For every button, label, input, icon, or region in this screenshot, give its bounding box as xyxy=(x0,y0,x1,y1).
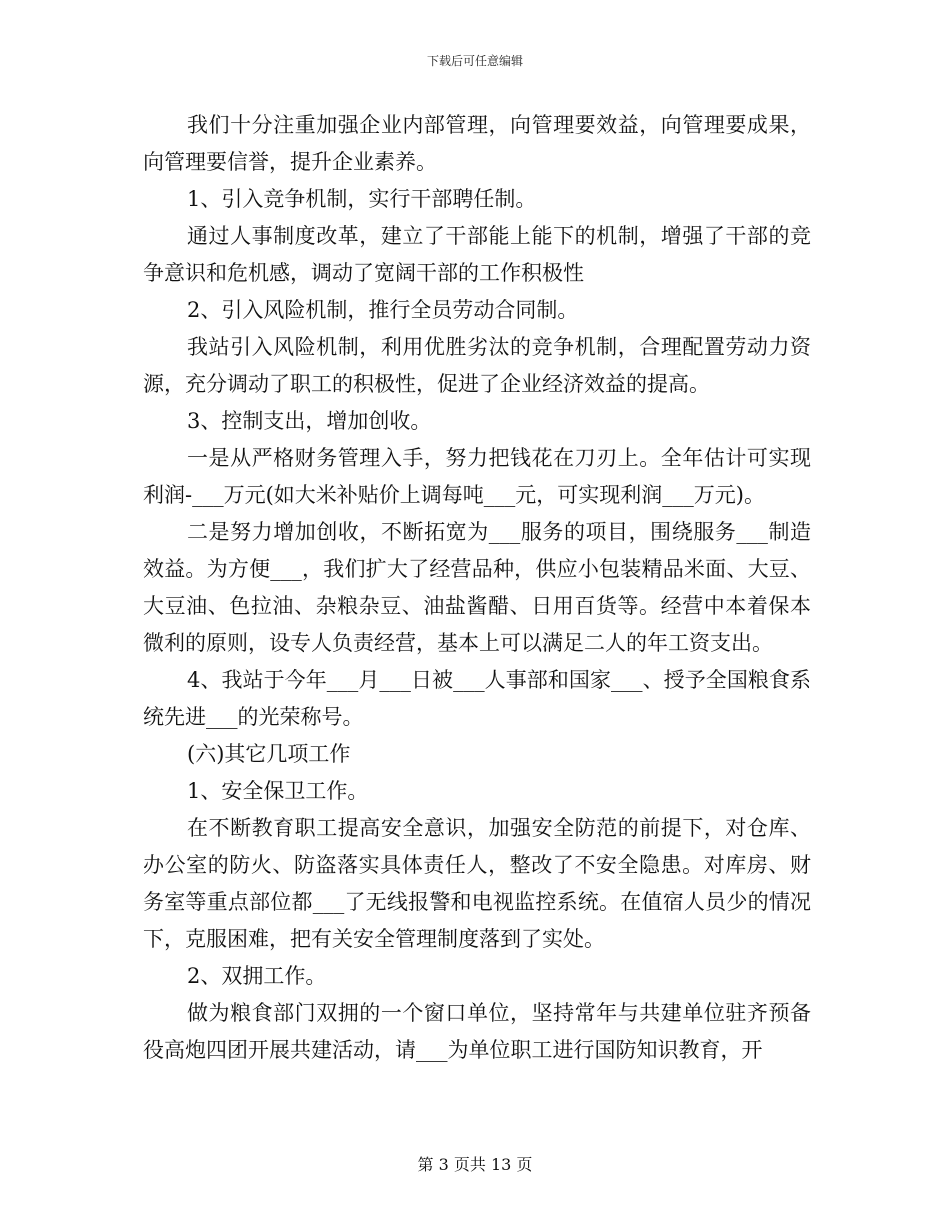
section-heading: (六)其它几项工作 xyxy=(187,742,351,766)
paragraph: 3、控制支出，增加创收。 xyxy=(187,409,432,433)
page-footer: 第 3 页共 13 页 xyxy=(417,1155,533,1174)
paragraph: 一是从严格财务管理入手，努力把钱花在刀刃上。全年估计可实现利润-___万元(如大米补贴价上调每吨___元，可实现利润___万元)。 xyxy=(143,446,811,507)
paragraph: 通过人事制度改革，建立了干部能上能下的机制，增强了干部的竞争意识和危机感，调动了宽阔干部的工作积极性 xyxy=(143,224,811,285)
paragraph: 在不断教育职工提高安全意识，加强安全防范的前提下，对仓库、办公室的防火、防盗落实具体责任人，整改了不安全隐患。对库房、财务室等重点部位都___了无线报警和电视监控系统。在值宿人员少的情况下，克服困难，把有关安全管理制度落到了实处。 xyxy=(143,816,811,951)
paragraph: 二是努力增加创收，不断拓宽为___服务的项目，围绕服务___制造效益。为方便___，我们扩大了经营品种，供应小包装精品米面、大豆、大豆油、色拉油、杂粮杂豆、油盐酱醋、日用百货等。经营中本着保本微利的原则，设专人负责经营，基本上可以满足二人的年工资支出。 xyxy=(143,520,811,655)
paragraph: 2、引入风险机制，推行全员劳动合同制。 xyxy=(187,298,579,322)
paragraph: 4、我站于今年___月___日被___人事部和国家___、授予全国粮食系统先进___的光荣称号。 xyxy=(143,668,811,729)
paragraph: 1、安全保卫工作。 xyxy=(187,779,369,803)
paragraph: 1、引入竞争机制，实行干部聘任制。 xyxy=(187,187,537,211)
page-header: 下载后可任意编辑 xyxy=(426,54,523,68)
paragraph: 我们十分注重加强企业内部管理，向管理要效益，向管理要成果，向管理要信誉，提升企业素养。 xyxy=(143,113,811,174)
paragraph: 2、双拥工作。 xyxy=(187,964,327,988)
paragraph: 我站引入风险机制，利用优胜劣汰的竞争机制，合理配置劳动力资源，充分调动了职工的积极性，促进了企业经济效益的提高。 xyxy=(143,335,811,396)
paragraph: 做为粮食部门双拥的一个窗口单位，坚持常年与共建单位驻齐预备役高炮四团开展共建活动，请___为单位职工进行国防知识教育，开 xyxy=(143,1001,811,1062)
document-body xyxy=(143,107,811,1069)
